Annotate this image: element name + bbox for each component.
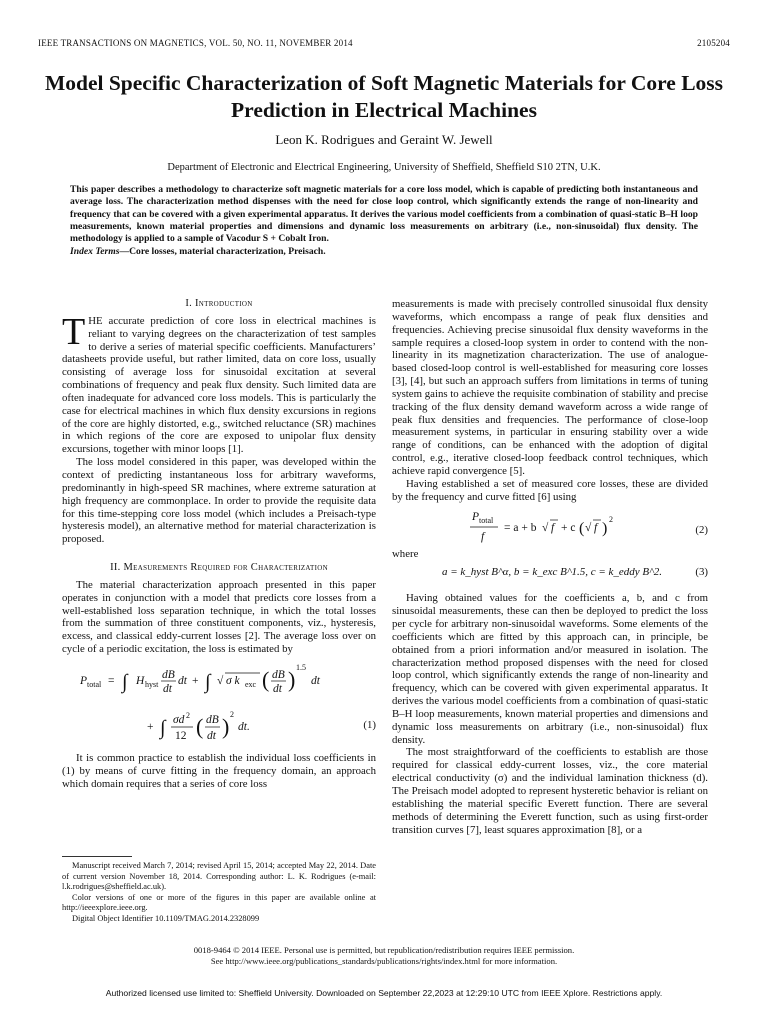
running-header <box>38 38 730 48</box>
right-column <box>392 298 708 836</box>
svg-text:=: = <box>108 674 115 687</box>
svg-text:total: total <box>479 515 494 525</box>
equation-3 <box>392 560 708 586</box>
footnotes <box>62 861 376 924</box>
abstract: This paper describes a methodology to characterize soft magnetic materials for a core loss model, which is capable of predicting both instantaneous and average loss. The characterization method dispenses with the need for close loop control, which significantly extends the range of non-linearity and frequency that can be covered with a given experimental apparatus. It derives the various model coefficients from a combination of quasi-static B–H loop measurements, known material properties and dimensions and dynamic loss measurements on arbitrary (i.e., non-sinusoidal) flux density. The methodology is applied to a sample of Vacodur S + Cobalt Iron. <box>70 184 698 245</box>
footnote-doi: Digital Object Identifier 10.1109/TMAG.2014.2328099 <box>72 913 260 923</box>
svg-text:dt: dt <box>178 674 187 687</box>
svg-text:H: H <box>136 674 145 687</box>
footnote-rule <box>62 856 132 857</box>
svg-text:+: + <box>192 674 199 687</box>
svg-text:√: √ <box>217 674 224 687</box>
equation-1-graphic <box>62 656 376 752</box>
svg-text:2: 2 <box>186 710 190 720</box>
footnote-color: Color versions of one or more of the figures in this paper are available online at http://ieeexplore.ieee.org. <box>62 892 376 912</box>
svg-text:1.5: 1.5 <box>296 662 306 672</box>
right-paragraph-2: Having established a set of measured core losses, these are divided by the frequency and curve fitted [6] using <box>392 477 708 503</box>
svg-text:): ) <box>222 713 230 739</box>
svg-text:= a + b: = a + b <box>504 521 537 534</box>
measurements-paragraph-2: It is common practice to establish the individual loss coefficients in (1) by means of curve fitting in the frequency domain, an approach which domain requires that a series of core loss <box>62 751 376 790</box>
svg-text:f: f <box>481 530 485 543</box>
journal-info: IEEE TRANSACTIONS ON MAGNETICS, VOL. 50, NO. 11, NOVEMBER 2014 <box>38 38 353 48</box>
equation-1-number: (1) <box>363 718 376 731</box>
svg-text:σ k: σ k <box>226 674 240 687</box>
right-paragraph-1: measurements is made with precisely controlled sinusoidal flux density waveforms, which encompass a range of peak flux densities and frequencies. Achieving precise sinusoidal flux density waveforms in the sample requires a closed-loop system in order to contend with the non-linearity in its magnetization characterization. The use of analogue-based closed-loop control is well-established for measuring core losses [3], [4], but such an approach suffers from limitations in terms of tuning system gains to achieve the requisite combination of stability and precise tracking of the flux density demand waveform across a wide range of peak flux densities and frequencies. The performance of close-loop measurement systems, in particular in ensuring stability over a wide range of conditions, can be enhanced with the adoption of digital control, e.g., iterative closed-loop feedback control techniques, which achieve rapid convergence [5]. <box>392 298 708 477</box>
page-id: 2105204 <box>697 38 730 48</box>
section-heading-introduction: I. Introduction <box>185 298 253 309</box>
svg-text:dB: dB <box>162 668 175 681</box>
paper-title: Model Specific Characterization of Soft Magnetic Materials for Core Loss Prediction in Electrical Machines <box>44 71 724 122</box>
copyright-notice <box>0 945 768 967</box>
svg-text:12: 12 <box>175 729 187 742</box>
index-terms <box>70 246 698 257</box>
svg-text:2: 2 <box>609 514 613 524</box>
left-column <box>62 298 376 790</box>
svg-text:dt: dt <box>273 682 282 695</box>
svg-text:): ) <box>288 666 296 692</box>
svg-text:√: √ <box>542 521 549 534</box>
right-paragraph-4: The most straightforward of the coefficients to establish are those required for classical eddy-current losses, viz., the core material electrical conductivity (σ) and the individual lamination thickness (d). The Preisach model adopted to represent hysteretic behavior is reliant on establishing the material specific Everett function. There are several methods of determining the Everett function, such as using first-order transition curves [7], least squares approximation [8], or a <box>392 746 708 836</box>
measurements-paragraph-1: The material characterization approach presented in this paper operates in conjunction with a model that predicts core losses from a well-established loss separation technique, in which the total losses from the summation of three constituent components, viz., hysteresis, excess, and classical eddy-current losses [2]. The average loss over on cycle of a periodic excitation, the loss is estimated by <box>62 578 376 656</box>
right-paragraph-3: Having obtained values for the coefficients a, b, and c from sinusoidal measurements, these can then be deployed to predict the loss per cycle for arbitrary non-sinusoidal waveforms. Some elements of the coefficients which are fitted by this approach can, in principle, be obtained from a priori information and/or measured in isolation. The characterization method proposed dispenses with the need for closed loop control, which significantly extends the range of non-linearity and frequency, which can be covered with given experimental apparatus. It derives the various model coefficients from a combination of quasi-static B–H loop measurements, known material properties and dimensions and dynamic loss measurements on arbitrary (i.e., non-sinusoidal) flux density. <box>392 592 708 746</box>
svg-text:∫: ∫ <box>122 670 128 693</box>
svg-text:2: 2 <box>230 709 234 719</box>
svg-text:exc: exc <box>245 679 257 689</box>
svg-text:∫: ∫ <box>160 716 166 739</box>
svg-text:dt: dt <box>163 682 172 695</box>
svg-text:σd: σd <box>173 713 185 726</box>
index-terms-label: Index Terms— <box>70 246 130 257</box>
equation-2 <box>392 504 708 548</box>
equation-2-number: (2) <box>695 523 708 536</box>
svg-text:f: f <box>594 521 598 534</box>
svg-text:(: ( <box>262 666 270 692</box>
index-terms-text: Core losses, material characterization, Preisach. <box>129 246 326 257</box>
section-heading-measurements: II. Measurements Required for Characterization <box>110 562 328 574</box>
intro-paragraph-1: THE accurate prediction of core loss in electrical machines is reliant to varying degrees on the characterization of test samples to derive a series of material specific coefficients. Manufacturers’ datasheets provide useful, but rather limited, data on core loss, usually consisting of average loss for sinusoidal excitation at several combinations of frequency and peak flux density. Such limited data are often inadequate for advanced core loss models. This is particularly the case for electrical machines in which flux density excursions in regions of the core are highly distorted, e.g., switched reluctance (SR) machines in which regions of the core are exposed to unipolar flux density excursions, together with minor loops [1]. <box>62 310 376 456</box>
svg-text:P: P <box>472 510 480 523</box>
svg-text:+ c: + c <box>561 521 576 534</box>
equation-3-number: (3) <box>695 566 708 579</box>
intro-paragraph-2: The loss model considered in this paper, was developed within the context of predicting instantaneous loss for arbitrary waveforms, predominantly in high-speed SR machines, where extreme saturation at high frequency are commonplace. In order to provide the requisite data for this time-stepping core loss model (which includes a Preisach-type hysteresis model), an alternative method for material characterization is proposed. <box>62 456 376 546</box>
drop-cap: T <box>62 310 86 353</box>
svg-text:+: + <box>147 720 154 733</box>
equation-1 <box>62 656 376 752</box>
svg-text:(: ( <box>196 713 204 739</box>
svg-text:total: total <box>87 679 102 689</box>
svg-text:dB: dB <box>206 713 219 726</box>
svg-text:dt: dt <box>311 674 320 687</box>
authors: Leon K. Rodrigues and Geraint W. Jewell <box>275 132 493 147</box>
svg-text:hyst: hyst <box>145 679 159 689</box>
svg-text:P: P <box>80 674 88 687</box>
equation-3-text: a = k_hyst B^α, b = k_exc B^1.5, c = k_eddy B^2. <box>442 566 663 579</box>
svg-text:): ) <box>602 519 608 537</box>
svg-text:(: ( <box>579 519 585 537</box>
svg-text:√: √ <box>585 521 592 534</box>
svg-text:f: f <box>551 521 555 534</box>
svg-text:dt.: dt. <box>238 720 250 733</box>
svg-text:dt: dt <box>207 729 216 742</box>
where-text: where <box>392 547 419 560</box>
footnote-received: Manuscript received March 7, 2014; revised April 15, 2014; accepted May 22, 2014. Date of current version November 18, 2014. Corresponding author: L. K. Rodrigues (e-mail: l.k.rodrigues@sheffield.ac.uk). <box>62 861 376 891</box>
copyright-line-2: See http://www.ieee.org/publications_standards/publications/rights/index.html for more information. <box>210 956 558 966</box>
svg-text:dB: dB <box>272 668 285 681</box>
equation-2-graphic <box>392 504 708 548</box>
copyright-line-1: 0018-9464 © 2014 IEEE. Personal use is permitted, but republication/redistribution requires IEEE permission. <box>193 945 575 955</box>
svg-text:∫: ∫ <box>205 670 211 693</box>
download-footer: Authorized licensed use limited to: Sheffield University. Downloaded on September 22,2023 at 12:29:10 UTC from IEEE Xplore. Restrictions apply. <box>105 988 663 998</box>
affiliation: Department of Electronic and Electrical Engineering, University of Sheffield, Sheffield S10 2TN, U.K. <box>167 162 601 173</box>
